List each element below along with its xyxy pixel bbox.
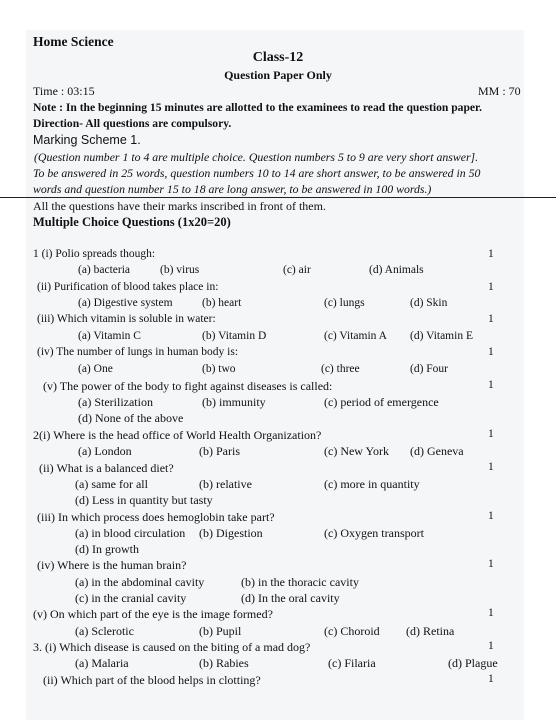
question-marks: 1 [488,281,494,293]
question-marks: 1 [488,607,494,619]
option-c: (c) New York [324,444,389,458]
option-a: (a) Sclerotic [75,624,134,638]
option-b: (b) virus [160,264,200,276]
question-marks: 1 [488,461,494,473]
option-c: (c) more in quantity [324,477,420,491]
option-a: (a) Digestive system [78,297,173,309]
option-c: (c) Filaria [328,656,376,670]
option-a: (a) Malaria [75,656,129,670]
option-c: (c) Choroid [324,624,380,638]
option-a: (a) Sterilization [78,395,153,409]
class-title: Class-12 [252,50,304,65]
option-d: (d) Geneva [410,444,464,458]
option-b: (b) Rabies [199,656,249,670]
question-2-ii: (ii) What is a balanced diet? [39,461,174,475]
option-d: (d) In the oral cavity [241,591,340,605]
option-d: (d) Retina [406,624,455,638]
option-b: (b) heart [202,297,242,309]
option-a: (a) London [78,444,132,458]
option-b: (b) relative [199,477,252,491]
option-c: (c) period of emergence [324,395,439,409]
question-marks: 1 [488,673,494,685]
option-a: (a) in the abdominal cavity [75,575,205,589]
option-b: (b) Digestion [199,526,263,540]
option-c: (c) Oxygen transport [324,526,424,540]
time-label: Time : 03:15 [33,84,95,98]
subject-title: Home Science [33,34,114,49]
note: Note : In the beginning 15 minutes are allotted to the examinees to read the question paper. [33,101,483,114]
option-c: (c) three [321,363,360,375]
option-b: (b) immunity [202,395,266,409]
option-a: (a) same for all [75,477,148,491]
option-a: (a) bacteria [78,264,131,276]
question-marks: 1 [488,558,494,570]
option-a: (a) Vitamin C [78,330,141,342]
option-b: (b) Vitamin D [202,330,267,342]
direction: Direction- All questions are compulsory. [33,117,232,130]
paper-type: Question Paper Only [224,68,332,82]
option-b: (b) Paris [199,444,240,458]
option-d: (d) Skin [410,297,448,309]
question-2-i: 2(i) Where is the head office of World Health Organization? [33,428,322,442]
question-marks: 1 [488,379,494,391]
option-b: (b) two [202,363,236,375]
question-2-iii: (iii) In which process does hemoglobin take part? [37,510,275,524]
scheme-line-2: To be answered in 25 words, question numbers 10 to 14 are short answer, to be answered in 50 [33,166,481,180]
question-1-v: (v) The power of the body to fight against diseases is called: [43,379,333,393]
question-marks: 1 [488,313,494,325]
scheme-line-1: (Question number 1 to 4 are multiple choice. Question numbers 5 to 9 are very short answer]. [34,150,479,164]
section-title: Multiple Choice Questions (1x20=20) [33,215,231,229]
option-d: (d) In growth [75,542,139,556]
question-marks: 1 [488,640,494,652]
question-2-v: (v) On which part of the eye is the image formed? [33,607,273,621]
option-d: (d) Four [410,363,449,375]
question-1-iii: (iii) Which vitamin is soluble in water: [37,313,216,325]
question-marks: 1 [488,346,494,358]
divider-line [0,197,556,198]
option-a: (a) in blood circulation [75,526,186,540]
question-1-i: 1 (i) Polio spreads though: [33,248,156,260]
question-3-i: 3. (i) Which disease is caused on the biting of a mad dog? [33,640,311,654]
option-c: (c) Vitamin A [324,330,387,342]
question-marks: 1 [488,428,494,440]
marking-scheme: Marking Scheme 1. [33,133,141,147]
question-1-ii: (ii) Purification of blood takes place in: [37,281,219,293]
question-2-iv: (iv) Where is the human brain? [37,558,187,572]
option-d: (d) Plague [448,656,498,670]
option-b: (b) in the thoracic cavity [241,575,359,589]
option-c: (c) in the cranial cavity [75,591,187,605]
option-a: (a) One [78,363,113,375]
question-marks: 1 [488,248,494,260]
option-c: (c) air [283,264,311,276]
option-d: (d) Animals [369,264,424,276]
scheme-line-3: words and question number 15 to 18 are long answer, to be answered in 100 words.) [33,182,432,196]
marks-note: All the questions have their marks inscribed in front of them. [33,199,326,213]
question-3-ii: (ii) Which part of the blood helps in clotting? [43,673,261,687]
option-d: (d) None of the above [78,411,184,425]
question-1-iv: (iv) The number of lungs in human body is: [37,346,239,358]
max-marks: MM : 70 [478,84,521,98]
question-marks: 1 [488,510,494,522]
option-b: (b) Pupil [199,624,242,638]
option-d: (d) Less in quantity but tasty [75,493,213,507]
option-c: (c) lungs [324,297,365,309]
option-d: (d) Vitamin E [410,330,473,342]
